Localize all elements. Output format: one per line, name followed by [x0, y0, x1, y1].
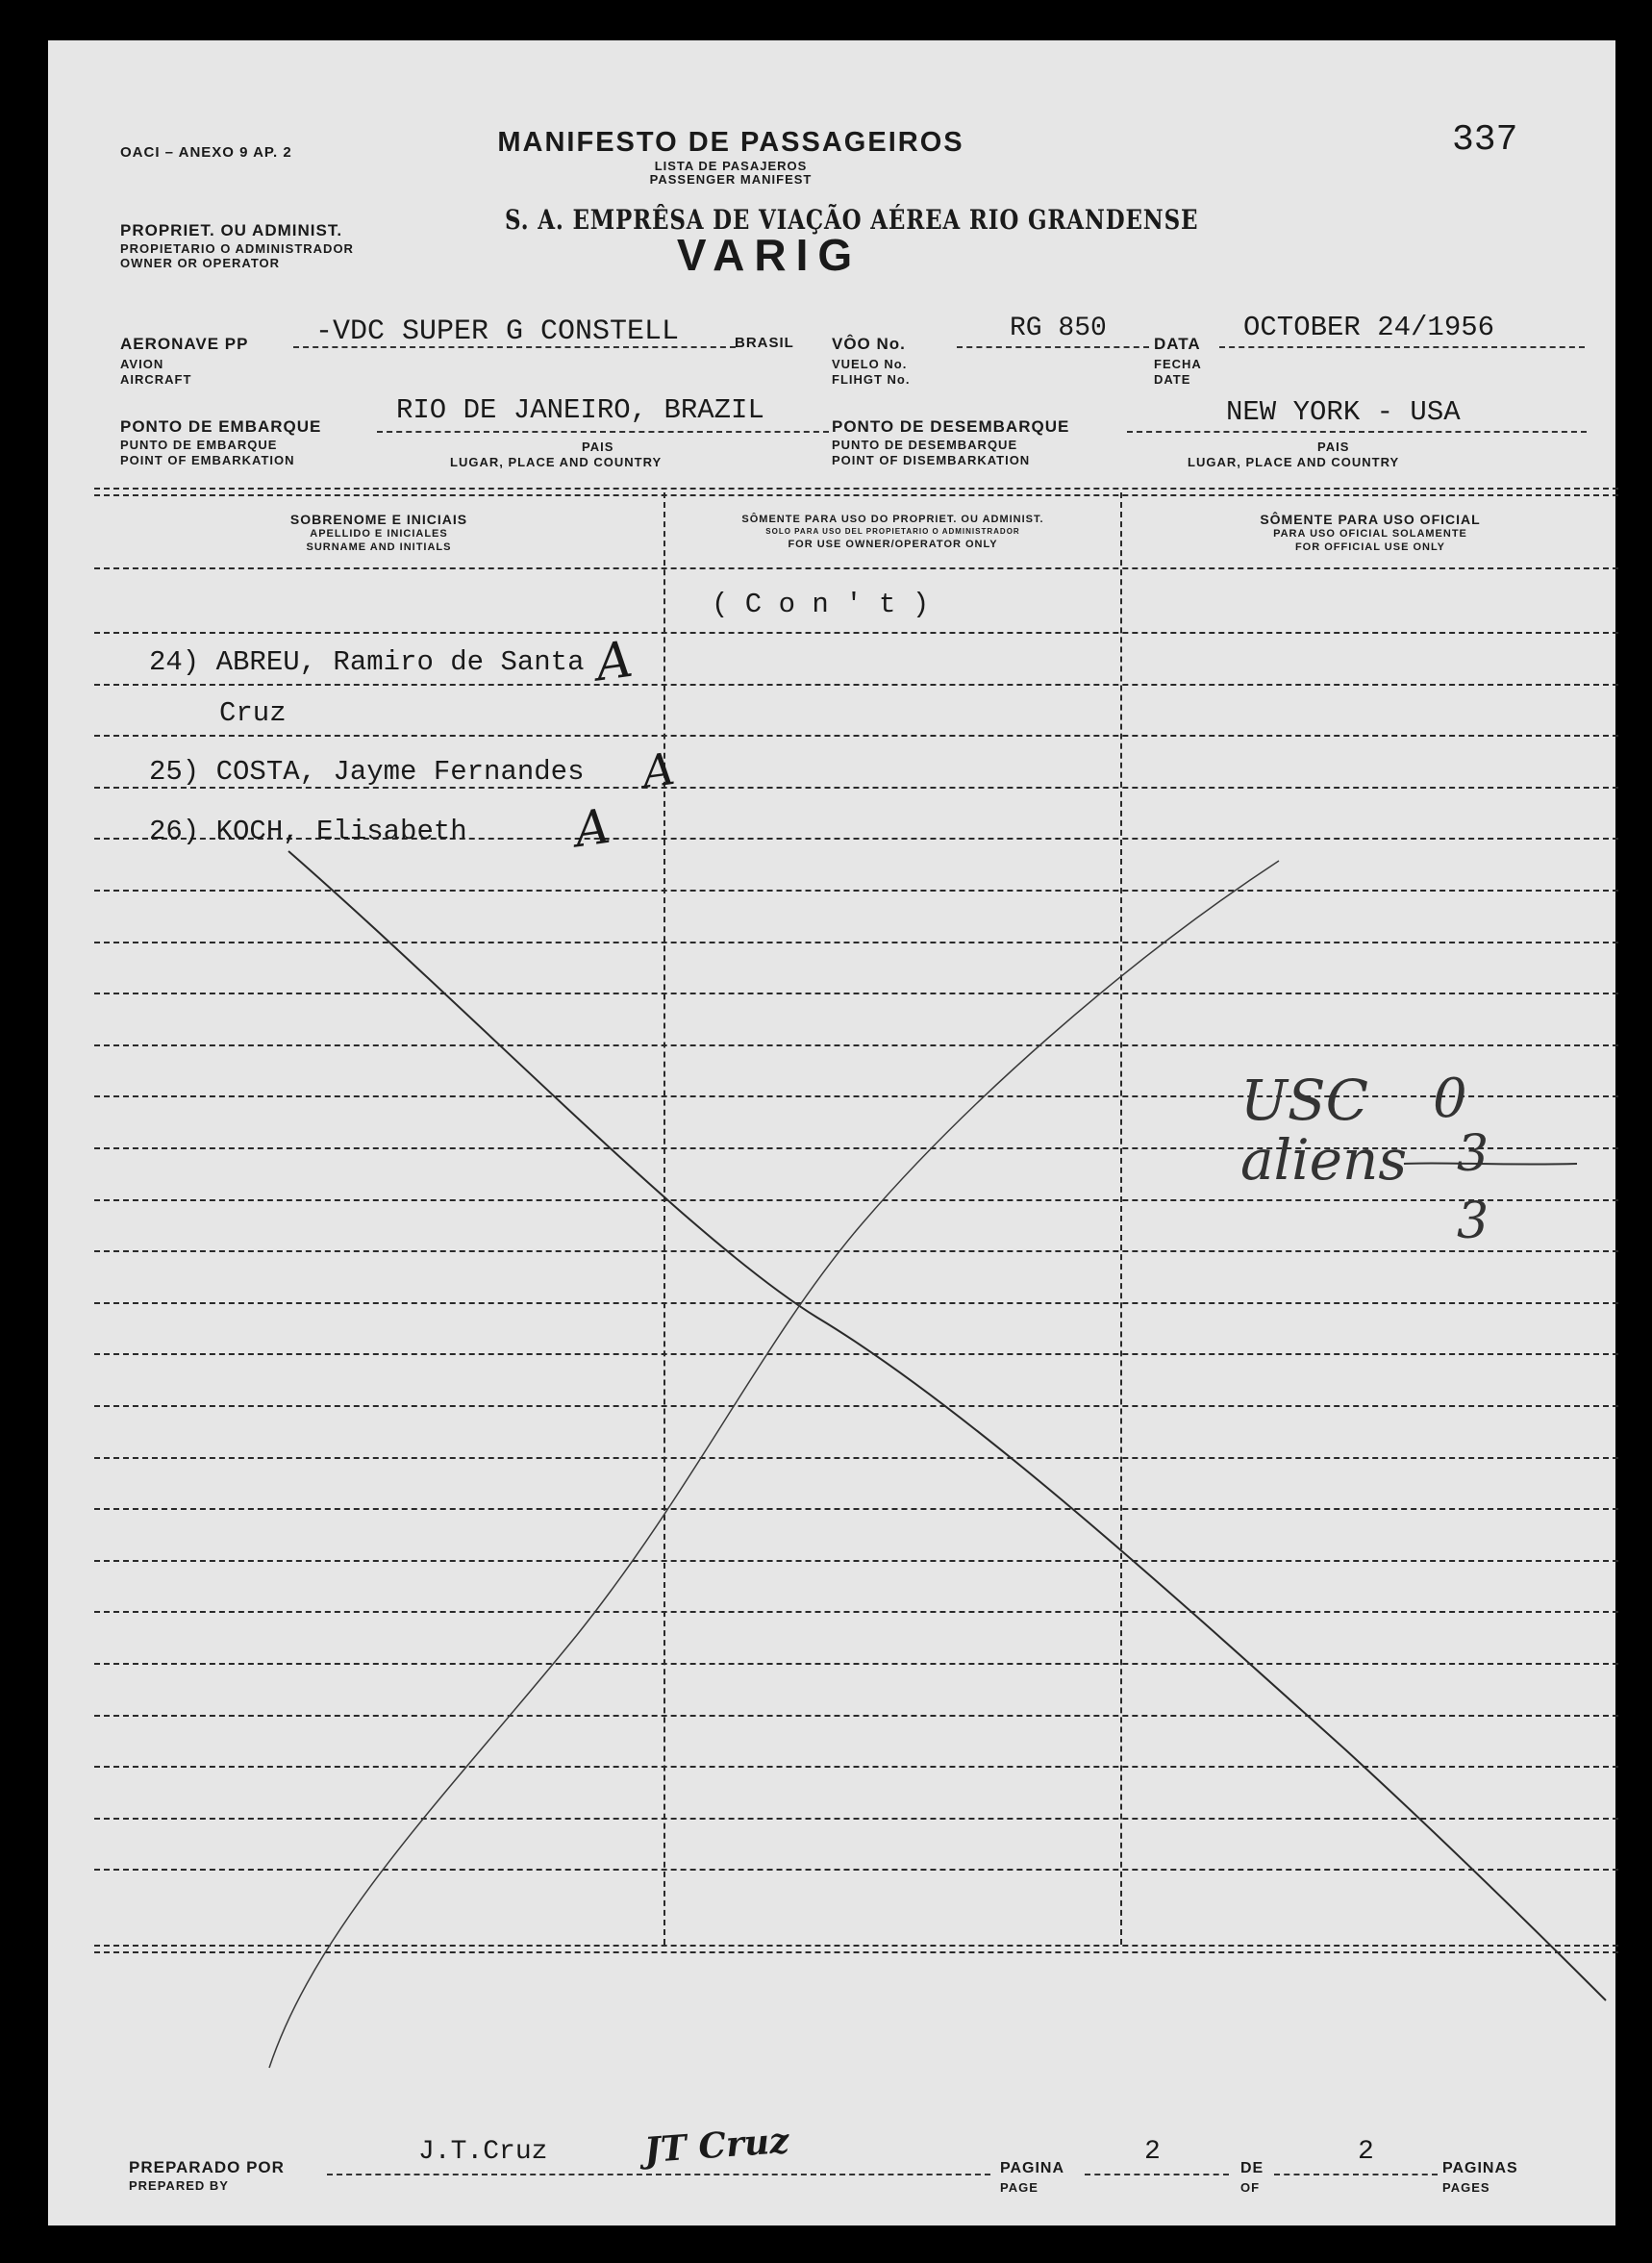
pages-label-en: PAGES [1442, 2180, 1490, 2195]
table-bottom-rule-2 [94, 1951, 1618, 1953]
col1-header-es: APELLIDO E INICIALES [310, 528, 448, 540]
table-row-rule [94, 942, 1618, 943]
page-value: 2 [1144, 2137, 1161, 2167]
table-row-rule [94, 684, 1618, 686]
table-row-rule [94, 1457, 1618, 1459]
table-row-rule [94, 1405, 1618, 1407]
page-label-pt: PAGINA [1000, 2160, 1065, 2176]
col1-header-en: SURNAME AND INITIALS [306, 541, 452, 553]
passenger-24-name: 24) ABREU, Ramiro de Santa [149, 646, 585, 678]
date-value: OCTOBER 24/1956 [1243, 312, 1495, 343]
disembark-value: NEW YORK - USA [1226, 396, 1461, 428]
flight-label-es: VUELO No. [832, 357, 908, 371]
embark-label-pt: PONTO DE EMBARQUE [120, 417, 322, 436]
disembark-underline [1127, 431, 1587, 433]
date-label-es: FECHA [1154, 357, 1202, 371]
passenger-26-mark: A [571, 797, 613, 859]
passenger-25-name: 25) COSTA, Jayme Fernandes [149, 756, 585, 788]
passenger-25-mark: A [638, 742, 678, 799]
table-row-rule [94, 1044, 1618, 1046]
embark-value: RIO DE JANEIRO, BRAZIL [396, 394, 764, 426]
prepared-value: J.T.Cruz [418, 2137, 548, 2167]
header-bottom-rule [94, 567, 1618, 569]
date-label-en: DATE [1154, 372, 1191, 387]
disembark-sub-en: LUGAR, PLACE AND COUNTRY [1188, 455, 1400, 469]
of-label-en: OF [1240, 2180, 1261, 2195]
disembark-label-pt: PONTO DE DESEMBARQUE [832, 417, 1070, 436]
form-subtitle-en: PASSENGER MANIFEST [649, 172, 813, 187]
official-note-usc: USC [1240, 1068, 1368, 1133]
table-bottom-rule [94, 1945, 1618, 1947]
date-underline [1219, 346, 1585, 348]
col2-header-es: SOLO PARA USO DEL PROPIETARIO O ADMINISTRADOR [765, 527, 1020, 536]
table-row-rule [94, 735, 1618, 737]
table-row-rule [94, 1302, 1618, 1304]
manifest-sheet [48, 40, 1615, 2225]
table-row-rule [94, 1250, 1618, 1252]
column-divider-2 [1120, 492, 1122, 1945]
col2-header-pt: SÔMENTE PARA USO DO PROPRIET. OU ADMINIST. [741, 514, 1044, 525]
table-row-rule [94, 1611, 1618, 1613]
col3-header-en: FOR OFFICIAL USE ONLY [1294, 541, 1446, 553]
prepared-underline [327, 2174, 990, 2175]
passenger-24-mark: A [592, 630, 637, 693]
owner-label-pt: PROPRIET. OU ADMINIST. [120, 221, 343, 239]
table-row-rule [94, 1715, 1618, 1717]
col3-header-pt: SÔMENTE PARA USO OFICIAL [1260, 512, 1481, 527]
owner-label-en: OWNER OR OPERATOR [120, 256, 281, 270]
passenger-24-name-cont: Cruz [219, 697, 287, 729]
form-title: MANIFESTO DE PASSAGEIROS [497, 127, 964, 158]
col1-header-pt: SOBRENOME E INICIAIS [289, 512, 468, 527]
official-note-aliens: aliens [1240, 1127, 1408, 1193]
embark-sub-pt: PAIS [582, 440, 614, 454]
icao-reference: OACI – ANEXO 9 AP. 2 [120, 144, 292, 161]
official-note-aliens-count: 3 [1457, 1125, 1489, 1183]
disembark-sub-pt: PAIS [1317, 440, 1350, 454]
operator-company: S. A. EMPRÊSA DE VIAÇÃO AÉREA RIO GRANDENSE [505, 204, 1199, 236]
country-brasil: BRASIL [735, 335, 794, 351]
preparer-signature: JT Cruz [642, 2120, 790, 2172]
col2-header-en: FOR USE OWNER/OPERATOR ONLY [788, 539, 998, 550]
passenger-26-name: 26) KOCH, Elisabeth [149, 816, 467, 847]
of-underline [1274, 2174, 1438, 2175]
column-divider-1 [663, 492, 665, 1945]
embark-label-es: PUNTO DE EMBARQUE [120, 438, 278, 452]
col3-header-es: PARA USO OFICIAL SOLAMENTE [1273, 528, 1467, 540]
table-row-rule [94, 1663, 1618, 1665]
table-top-rule [94, 488, 1618, 490]
flight-label-en: FLIHGT No. [832, 372, 911, 387]
operator-short-name: VARIG [676, 230, 863, 280]
embark-underline [377, 431, 829, 433]
embark-label-en: POINT OF EMBARKATION [120, 453, 295, 467]
of-label-pt: DE [1240, 2160, 1264, 2176]
prepared-label-en: PREPARED BY [129, 2178, 229, 2193]
date-label-pt: DATA [1154, 335, 1201, 353]
table-row-rule [94, 890, 1618, 892]
pages-label-pt: PAGINAS [1442, 2160, 1518, 2176]
official-note-usc-count: 0 [1433, 1068, 1467, 1130]
table-row-rule [94, 1869, 1618, 1871]
disembark-label-es: PUNTO DE DESEMBARQUE [832, 438, 1018, 452]
disembark-label-en: POINT OF DISEMBARKATION [832, 453, 1031, 467]
table-row-rule [94, 632, 1618, 634]
aircraft-label-pt: AERONAVE PP [120, 335, 249, 353]
flight-underline [957, 346, 1149, 348]
embark-sub-en: LUGAR, PLACE AND COUNTRY [450, 455, 663, 469]
page-underline [1085, 2174, 1229, 2175]
table-row-rule [94, 1353, 1618, 1355]
table-row-rule [94, 1766, 1618, 1768]
page-label-en: PAGE [1000, 2180, 1039, 2195]
flight-value: RG 850 [1010, 314, 1107, 343]
sheet-number: 337 [1452, 119, 1518, 161]
aircraft-label-en: AIRCRAFT [120, 372, 192, 387]
aircraft-label-es: AVION [120, 357, 164, 371]
aircraft-value: -VDC SUPER G CONSTELL [315, 315, 680, 348]
table-top-rule-2 [94, 494, 1618, 496]
official-note-total: 3 [1457, 1193, 1489, 1250]
table-row-rule [94, 1818, 1618, 1820]
continued-label: ( C o n ' t ) [712, 589, 930, 620]
owner-label-es: PROPIETARIO O ADMINISTRADOR [120, 241, 354, 256]
table-row-rule [94, 1095, 1618, 1097]
table-row-rule [94, 1199, 1618, 1201]
flight-label-pt: VÔO No. [832, 335, 906, 353]
table-row-rule [94, 993, 1618, 994]
form-subtitle-es: LISTA DE PASAJEROS [654, 159, 808, 173]
prepared-label-pt: PREPARADO POR [129, 2158, 285, 2176]
table-row-rule [94, 1508, 1618, 1510]
of-value: 2 [1358, 2137, 1374, 2167]
table-row-rule [94, 1560, 1618, 1562]
